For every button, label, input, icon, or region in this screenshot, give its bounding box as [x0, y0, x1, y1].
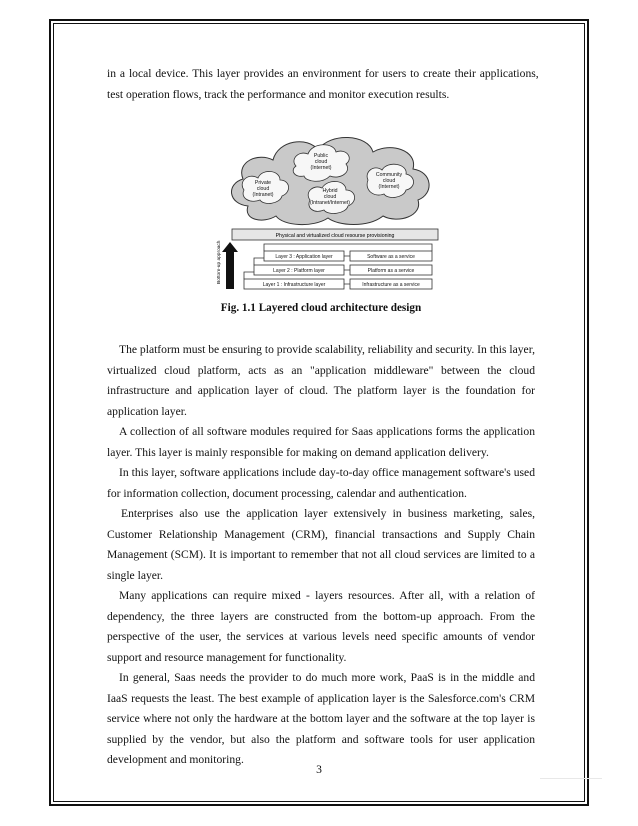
layer-connectors: [344, 256, 350, 284]
top-paragraph-line-2: test operation flows, track the performance and monitor execution results.: [107, 87, 450, 101]
cloud-architecture-diagram: [218, 124, 440, 291]
bottom-up-label: Bottom-up approach: [217, 240, 222, 284]
paas-label: Platform as a service: [367, 268, 415, 274]
hybrid-cloud-label-1: Hybrid: [322, 188, 338, 194]
private-cloud-label-3: (Intranet): [252, 192, 274, 198]
layer-3-label: Layer 3 : Application layer: [275, 254, 333, 260]
figure-caption: Fig. 1.1 Layered cloud architecture design: [220, 302, 422, 314]
paragraph-software-applications: In this layer, software applications include day-to-day office management software's used for information collection, document processing, calendar and authentication.: [107, 466, 535, 500]
body-text: [107, 340, 535, 771]
top-paragraph-line-1: in a local device. This layer provides an environment for users to create their applications,: [107, 67, 539, 80]
public-cloud-label-2: cloud: [314, 159, 328, 165]
provisioning-label: Physical and virtualized cloud resourse provisioning: [275, 233, 395, 239]
community-cloud-label-3: (Internet): [378, 184, 400, 190]
private-cloud-label-1: Private: [254, 180, 272, 186]
hybrid-cloud-label-2: cloud: [323, 194, 337, 200]
footer-rule: [540, 778, 602, 779]
layer-1-label: Layer 1 : Infrastructure layer: [262, 282, 326, 288]
page-number: 3: [316, 763, 322, 776]
paragraph-mixed-layers: Many applications can require mixed - layers resources. After all, with a relation of dependency, the three layers are constructed from the bottom-up approach. From the perspective of the user, the services at various levels need specific amounts of vendor support and resource management for functionality.: [107, 589, 535, 664]
public-cloud-label-3: (Internet): [310, 165, 332, 171]
community-cloud-label-1: Community: [375, 172, 403, 178]
public-cloud-label-1: Public: [313, 153, 329, 159]
top-paragraph: [107, 64, 539, 105]
paragraph-general: In general, Saas needs the provider to do much more work, PaaS is in the middle and IaaS requests the least. The best example of application layer is the Salesforce.com's CRM service where not only the hardware at the bottom layer and the software at the top layer is supplied by the vendor, but also the platform and software tools for user application development and monitoring.: [107, 671, 535, 766]
layer-2-label: Layer 2 : Platform layer: [273, 268, 325, 274]
community-cloud-label-2: cloud: [382, 178, 396, 184]
paragraph-platform: The platform must be ensuring to provide scalability, reliability and security. In this layer, virtualized cloud platform, acts as an "application middleware" between the cloud infrastructure and application layer of cloud. The platform layer is the foundation for application layer.: [107, 343, 535, 418]
private-cloud-label-2: cloud: [256, 186, 270, 192]
saas-label: Software as a service: [367, 254, 415, 260]
iaas-label: Infrastructure as a service: [362, 282, 420, 288]
paragraph-saas-collection: A collection of all software modules required for Saas applications forms the application layer. This layer is mainly responsible for making on demand application delivery.: [107, 425, 535, 459]
paragraph-enterprises: Enterprises also use the application layer extensively in business marketing, sales, Customer Relationship Management (CRM), financial transactions and Supply Chain Management (SCM). It is important to remember that not all cloud services are limited to a single layer.: [107, 507, 535, 582]
bottom-up-arrow: [222, 242, 238, 289]
hybrid-cloud-label-3: (Intranet/Internet): [309, 200, 351, 206]
cloud-architecture-figure: [218, 124, 440, 291]
